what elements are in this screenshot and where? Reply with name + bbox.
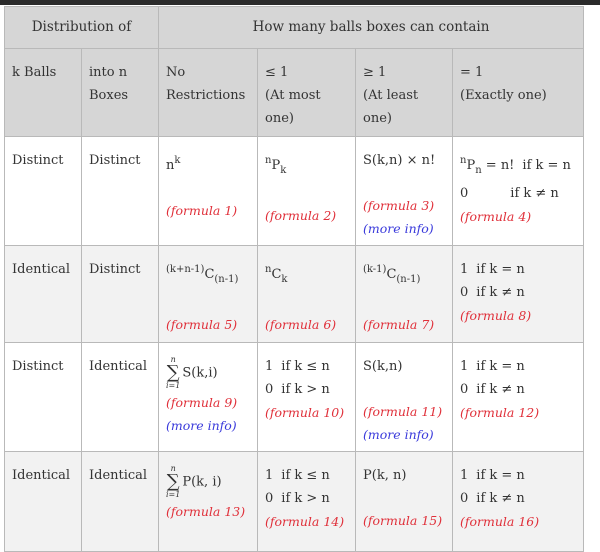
cell-at-least-one bbox=[356, 137, 453, 246]
formula-value: 0 bbox=[265, 491, 274, 506]
formula-expr: S(k,n) bbox=[363, 359, 403, 374]
formula-value: 1 bbox=[460, 359, 469, 374]
formula-pre: (k+n-1) bbox=[166, 264, 205, 275]
header-row-columns bbox=[5, 49, 584, 137]
cell-at-most-one bbox=[258, 452, 356, 552]
formula-sub: k bbox=[280, 165, 287, 176]
header-k-balls bbox=[5, 49, 82, 137]
formula-expr bbox=[265, 149, 348, 182]
table-row bbox=[5, 343, 584, 452]
header-label: (At most bbox=[265, 88, 321, 103]
cell-no-restrictions bbox=[159, 246, 258, 343]
formula-sub: (n-1) bbox=[214, 274, 239, 285]
formula-expr bbox=[460, 355, 576, 378]
formula-value: 0 bbox=[265, 382, 274, 397]
header-label: into n bbox=[89, 65, 128, 80]
formula-link[interactable]: (formula 6) bbox=[265, 317, 337, 332]
formula-link[interactable]: (formula 14) bbox=[265, 514, 345, 529]
formula-link[interactable]: (formula 12) bbox=[460, 405, 540, 420]
cell-at-least-one bbox=[356, 246, 453, 343]
header-into-n-boxes bbox=[82, 49, 159, 137]
formula-condition: if k = n bbox=[476, 262, 525, 277]
table-row bbox=[5, 137, 584, 246]
formula-value: 1 bbox=[265, 468, 274, 483]
formula-condition: if k > n bbox=[281, 491, 330, 506]
cell-balls: Distinct bbox=[5, 343, 82, 452]
cell-balls: Distinct bbox=[5, 137, 82, 246]
formula-expr: P(k, n) bbox=[363, 468, 407, 483]
formula-expr bbox=[166, 258, 250, 291]
cell-exactly-one bbox=[453, 246, 584, 343]
formula-link[interactable]: (formula 4) bbox=[460, 209, 532, 224]
table-row bbox=[5, 246, 584, 343]
header-label: ≥ 1 bbox=[363, 65, 387, 80]
summation-icon bbox=[166, 355, 180, 391]
formula-condition: if k = n bbox=[476, 468, 525, 483]
formula-value: 0 bbox=[460, 382, 469, 397]
cell-no-restrictions bbox=[159, 343, 258, 452]
formula-value: 0 bbox=[460, 186, 469, 201]
cell-boxes: Distinct bbox=[82, 137, 159, 246]
formula-condition: if k ≤ n bbox=[281, 359, 330, 374]
summation-icon bbox=[166, 464, 180, 500]
formula-sup: k bbox=[174, 155, 181, 166]
formula-condition: if k ≠ n bbox=[476, 285, 525, 300]
sum-lower: i=1 bbox=[166, 381, 181, 390]
formula-expr bbox=[166, 464, 250, 500]
cell-no-restrictions bbox=[159, 137, 258, 246]
sum-upper: n bbox=[170, 355, 176, 364]
formula-body: S(k,i) bbox=[182, 365, 218, 381]
cell-at-least-one bbox=[356, 343, 453, 452]
formula-condition: if k = n bbox=[476, 359, 525, 374]
formula-expr bbox=[460, 149, 576, 182]
formula-expr bbox=[363, 258, 445, 291]
formula-expr bbox=[265, 378, 348, 401]
header-label: No bbox=[166, 65, 186, 80]
formula-sub: k bbox=[281, 274, 288, 285]
header-label: k Balls bbox=[12, 65, 57, 80]
formula-condition: if k ≤ n bbox=[281, 468, 330, 483]
formula-link[interactable]: (formula 10) bbox=[265, 405, 345, 420]
cell-exactly-one bbox=[453, 137, 584, 246]
formula-link[interactable]: (formula 2) bbox=[265, 208, 337, 223]
formula-value: 1 bbox=[265, 359, 274, 374]
formula-expr bbox=[460, 487, 576, 510]
header-no-restrictions bbox=[159, 49, 258, 137]
formula-base: C bbox=[271, 267, 282, 282]
formula-condition: if k = n bbox=[522, 158, 571, 173]
formula-expr bbox=[166, 149, 250, 177]
cell-at-most-one bbox=[258, 343, 356, 452]
formula-expr bbox=[166, 355, 250, 391]
formula-link[interactable]: (formula 16) bbox=[460, 514, 540, 529]
header-at-least-one bbox=[356, 49, 453, 137]
formula-value: 0 bbox=[460, 491, 469, 506]
formula-expr bbox=[265, 258, 348, 291]
cell-no-restrictions bbox=[159, 452, 258, 552]
formula-link[interactable]: (formula 11) bbox=[363, 404, 443, 419]
formula-condition: if k ≠ n bbox=[476, 491, 525, 506]
cell-boxes: Identical bbox=[82, 452, 159, 552]
cell-boxes: Distinct bbox=[82, 246, 159, 343]
header-label: (At least bbox=[363, 88, 419, 103]
formula-condition: if k ≠ n bbox=[510, 186, 559, 201]
more-info-link[interactable]: (more info) bbox=[166, 418, 237, 433]
formula-expr bbox=[460, 258, 576, 281]
formula-rest: = n! bbox=[481, 158, 515, 173]
formula-value: 1 bbox=[460, 468, 469, 483]
formula-expr bbox=[265, 355, 348, 378]
formula-link[interactable]: (formula 1) bbox=[166, 203, 238, 218]
formula-pre: (k-1) bbox=[363, 264, 387, 275]
formula-expr: S(k,n) × n! bbox=[363, 153, 436, 168]
formula-sub: n bbox=[475, 165, 482, 176]
header-distribution-of: Distribution of bbox=[5, 7, 159, 49]
formula-link[interactable]: (formula 7) bbox=[363, 317, 435, 332]
formula-link[interactable]: (formula 13) bbox=[166, 504, 246, 519]
header-label: (Exactly one) bbox=[460, 88, 547, 103]
header-label: Restrictions bbox=[166, 88, 246, 103]
sum-sigma: ∑ bbox=[166, 471, 180, 492]
cell-exactly-one bbox=[453, 452, 584, 552]
formula-expr bbox=[460, 182, 576, 205]
header-label: one) bbox=[363, 111, 392, 126]
formula-link[interactable]: (formula 3) bbox=[363, 198, 435, 213]
header-label: one) bbox=[265, 111, 294, 126]
formula-pre: n bbox=[460, 155, 467, 166]
more-info-link[interactable]: (more info) bbox=[363, 427, 434, 442]
cell-balls: Identical bbox=[5, 246, 82, 343]
sum-lower: i=1 bbox=[166, 490, 181, 499]
header-how-many-balls: How many balls boxes can contain bbox=[159, 7, 584, 49]
cell-boxes: Identical bbox=[82, 343, 159, 452]
formula-expr bbox=[460, 464, 576, 487]
formula-expr bbox=[265, 487, 348, 510]
header-at-most-one bbox=[258, 49, 356, 137]
sum-upper: n bbox=[170, 464, 176, 473]
formula-value: 1 bbox=[460, 262, 469, 277]
table-row bbox=[5, 452, 584, 552]
formula-condition: if k > n bbox=[281, 382, 330, 397]
header-row-group bbox=[5, 7, 584, 49]
formula-base: C bbox=[204, 267, 215, 282]
cell-balls: Identical bbox=[5, 452, 82, 552]
header-exactly-one bbox=[453, 49, 584, 137]
formula-link[interactable]: (formula 5) bbox=[166, 317, 238, 332]
formula-pre: n bbox=[265, 155, 272, 166]
formula-pre: n bbox=[265, 264, 272, 275]
cell-at-most-one bbox=[258, 137, 356, 246]
formula-body: P(k, i) bbox=[182, 474, 222, 490]
formula-base: n bbox=[166, 158, 175, 173]
formula-link[interactable]: (formula 15) bbox=[363, 513, 443, 528]
formula-sub: (n-1) bbox=[396, 274, 421, 285]
formula-base: P bbox=[466, 158, 476, 173]
cell-exactly-one bbox=[453, 343, 584, 452]
top-dark-bar bbox=[0, 0, 600, 5]
formula-value: 0 bbox=[460, 285, 469, 300]
formula-condition: if k ≠ n bbox=[476, 382, 525, 397]
cell-at-most-one bbox=[258, 246, 356, 343]
formula-expr bbox=[460, 281, 576, 304]
sum-sigma: ∑ bbox=[166, 362, 180, 383]
formula-base: P bbox=[271, 158, 281, 173]
formula-link[interactable]: (formula 9) bbox=[166, 395, 238, 410]
formula-expr bbox=[460, 378, 576, 401]
formula-base: C bbox=[386, 267, 397, 282]
header-label: = 1 bbox=[460, 65, 484, 80]
formula-link[interactable]: (formula 8) bbox=[460, 308, 532, 323]
header-label: ≤ 1 bbox=[265, 65, 289, 80]
balls-into-boxes-table bbox=[4, 6, 584, 552]
more-info-link[interactable]: (more info) bbox=[363, 221, 434, 236]
formula-expr bbox=[265, 464, 348, 487]
header-label: Boxes bbox=[89, 88, 129, 103]
cell-at-least-one bbox=[356, 452, 453, 552]
